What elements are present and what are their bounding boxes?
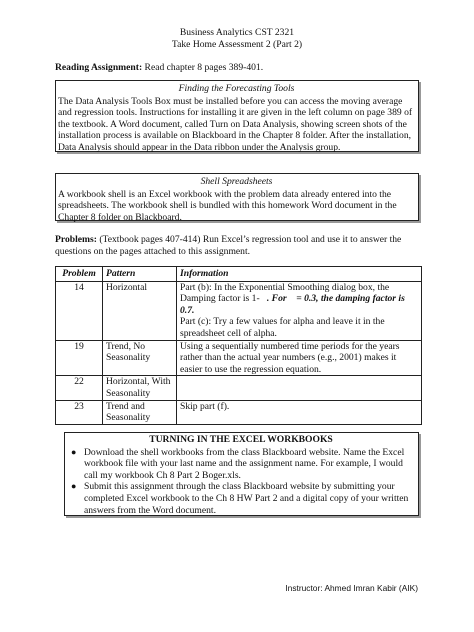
turning-in-list (68, 447, 414, 517)
forecasting-tools-box (55, 80, 419, 152)
problems-table (55, 266, 422, 425)
reading-assignment (55, 62, 425, 74)
bullet-icon: ● (71, 481, 77, 492)
instructor-footer: Instructor: Ahmed Imran Kabir (AIK) (285, 583, 418, 593)
problems-text: (Textbook pages 407-414) Run Excel’s regression tool and use it to answer the questions on the pages attached to this assignment. (55, 234, 402, 257)
information-cell (177, 376, 422, 400)
info-part-c: Part (c): Try a few values for alpha and leave it in the spreadsheet cell of alpha. (180, 316, 385, 339)
pattern-cell: Horizontal, With Seasonality (103, 376, 177, 400)
information-cell (177, 281, 422, 340)
forecasting-tools-body: The Data Analysis Tools Box must be installed before you can access the moving average and regression tools. Instructions for installing it are given in the left column on page 389 of the textbook. A Word document, called Turn on Data Analysis, showing screen shots of the installation process is available on Blackboard in the Chapter 8 folder. After the installation, Data Analysis should appear in the Data ribbon under the Analysis group. (58, 95, 413, 153)
bullet-icon: ● (71, 446, 77, 457)
problem-number: 23 (56, 400, 103, 424)
table-row (56, 376, 422, 400)
problem-number: 14 (56, 281, 103, 340)
info-part-b: Part (b): In the Exponential Smoothing dialog box, the Damping factor is 1- . For = 0.3, the damping factor is 0.7. (180, 281, 405, 316)
header-problem: Problem (56, 267, 103, 282)
turning-in-box (64, 432, 419, 516)
problems-paragraph (55, 234, 425, 257)
list-item: ● Submit this assignment through the class Blackboard website by submitting your completed Excel workbook to the Ch 8 HW Part 2 and a digital copy of your written answers from the Word document. (71, 481, 409, 516)
information-cell: Using a sequentially numbered time periods for the years rather than the actual year numbers (e.g., 2001) makes it easier to use the regression equation. (177, 340, 422, 376)
pattern-cell: Trend, No Seasonality (103, 340, 177, 376)
forecasting-tools-title: Finding the Forecasting Tools (178, 83, 295, 94)
shell-spreadsheets-title: Shell Spreadsheets (200, 176, 273, 187)
table-row (56, 400, 422, 424)
course-title: Business Analytics CST 2321 (179, 27, 295, 38)
table-header-row (56, 267, 422, 282)
header-information: Information (177, 267, 422, 282)
problem-number: 22 (56, 376, 103, 400)
turning-in-title: TURNING IN THE EXCEL WORKBOOKS (149, 434, 333, 445)
information-cell: Skip part (f). (177, 400, 422, 424)
reading-label: Reading Assignment: (55, 62, 143, 73)
table-row (56, 281, 422, 340)
reading-text: Read chapter 8 pages 389-401. (142, 62, 264, 73)
shell-spreadsheets-body: A workbook shell is an Excel workbook with the problem data already entered into the spreadsheets. The workbook shell is bundled with this homework Word document in the Chapter 8 folder on Blackboard. (58, 188, 397, 223)
problems-label: Problems: (55, 234, 97, 245)
assessment-title: Take Home Assessment 2 (Part 2) (171, 39, 303, 50)
header-pattern: Pattern (103, 267, 177, 282)
pattern-cell: Trend and Seasonality (103, 400, 177, 424)
shell-spreadsheets-box (55, 173, 419, 221)
problem-number: 19 (56, 340, 103, 376)
table-row (56, 340, 422, 376)
list-item: ● Download the shell workbooks from the class Blackboard website. Name the Excel workbook file with your last name and the assignment name. For example, I would call my workbook Ch 8 Part 2 Boger.xls. (71, 446, 405, 481)
pattern-cell: Horizontal (103, 281, 177, 340)
